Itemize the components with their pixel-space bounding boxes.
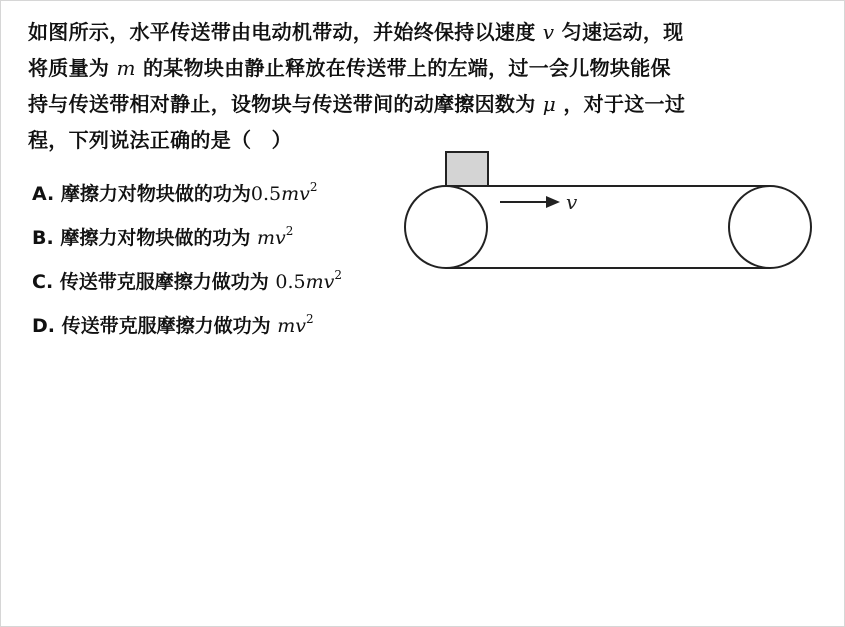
- option-formula: [275, 268, 343, 293]
- question-stem: [28, 14, 818, 158]
- question-text: 持与传送带相对静止，设物块与传送带间的动摩擦因数为: [28, 92, 536, 116]
- option-label: A. 摩擦力对物块做的功为: [32, 183, 251, 205]
- option-formula: [250, 180, 318, 205]
- option-formula: [256, 224, 294, 249]
- mass-symbol: m: [116, 56, 136, 80]
- left-pulley: [405, 186, 487, 268]
- formula-variable: mv: [281, 183, 310, 205]
- question-text: 如图所示，水平传送带由电动机带动，并始终保持以速度: [28, 20, 536, 44]
- right-pulley: [729, 186, 811, 268]
- formula-exponent: 2: [306, 312, 314, 326]
- velocity-label: v: [566, 190, 578, 214]
- formula-exponent: 2: [309, 180, 318, 194]
- block: [446, 152, 488, 186]
- question-text: 匀速运动，现: [561, 20, 684, 44]
- option-label: C. 传送带克服摩擦力做功为: [32, 271, 269, 293]
- question-line-1: [28, 14, 818, 50]
- option-a[interactable]: [32, 172, 342, 216]
- question-text: 程，下列说法正确的是（ ）: [28, 128, 292, 152]
- conveyor-belt-diagram: [400, 148, 820, 278]
- answer-options: [32, 172, 342, 348]
- formula-variable: mv: [277, 315, 306, 337]
- formula-exponent: 2: [285, 224, 294, 238]
- option-b[interactable]: [32, 216, 342, 260]
- option-label: B. 摩擦力对物块做的功为: [32, 227, 251, 249]
- velocity-symbol: v: [542, 20, 555, 44]
- question-text: 将质量为: [28, 56, 110, 80]
- velocity-arrowhead: [546, 196, 560, 208]
- question-line-3: [28, 86, 818, 122]
- option-c[interactable]: [32, 260, 342, 304]
- option-label: D. 传送带克服摩擦力做功为: [32, 315, 271, 337]
- option-formula: [277, 312, 314, 337]
- formula-coefficient: 0.5: [275, 271, 306, 293]
- formula-variable: mv: [305, 271, 335, 293]
- question-line-2: [28, 50, 818, 86]
- option-d[interactable]: [32, 304, 342, 348]
- formula-coefficient: 0.5: [250, 183, 282, 205]
- formula-variable: mv: [256, 227, 286, 249]
- formula-exponent: 2: [334, 268, 343, 282]
- question-text: ，对于这一过: [563, 92, 686, 116]
- friction-coefficient-symbol: μ: [542, 92, 557, 116]
- question-text: 的某物块由静止释放在传送带上的左端，过一会儿物块能保: [143, 56, 671, 80]
